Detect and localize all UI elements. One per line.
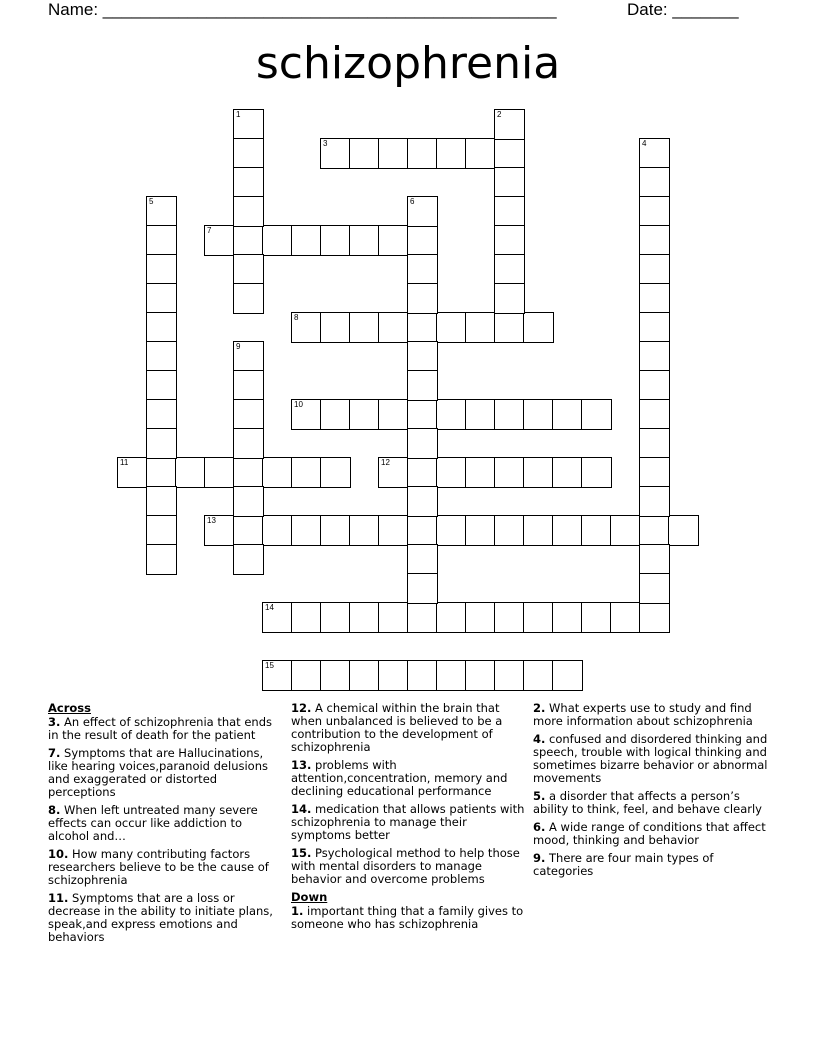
- clue-text: How many contributing factors researchers believe to be the cause of schizophrenia: [48, 847, 269, 887]
- grid-cell[interactable]: [320, 602, 351, 633]
- grid-cell[interactable]: [320, 225, 351, 256]
- grid-cell[interactable]: [233, 109, 264, 140]
- grid-cell[interactable]: [494, 515, 525, 546]
- clue-number-label: 13: [207, 516, 216, 525]
- grid-cell[interactable]: [407, 254, 438, 285]
- grid-cell[interactable]: [291, 602, 322, 633]
- grid-cell[interactable]: [494, 196, 525, 227]
- grid-cell[interactable]: [465, 312, 496, 343]
- grid-cell[interactable]: [436, 602, 467, 633]
- grid-cell[interactable]: [349, 138, 380, 169]
- grid-cell[interactable]: [523, 457, 554, 488]
- grid-cell[interactable]: [581, 515, 612, 546]
- clue-number: 2.: [533, 701, 546, 715]
- clue-number-label: 6: [410, 197, 415, 206]
- grid-cell[interactable]: [639, 138, 670, 169]
- grid-cell[interactable]: [610, 515, 641, 546]
- grid-cell[interactable]: [233, 428, 264, 459]
- grid-cell[interactable]: [233, 544, 264, 575]
- name-field-line: Name: ________________________________________________: [48, 0, 557, 19]
- grid-cell[interactable]: [552, 399, 583, 430]
- clue-number: 14.: [291, 802, 312, 816]
- grid-cell[interactable]: [494, 109, 525, 140]
- grid-cell[interactable]: [494, 399, 525, 430]
- grid-cell[interactable]: [639, 167, 670, 198]
- grid-cell[interactable]: [494, 167, 525, 198]
- grid-cell[interactable]: [407, 602, 438, 633]
- grid-cell[interactable]: [233, 457, 264, 488]
- grid-cell[interactable]: [233, 225, 264, 256]
- grid-cell[interactable]: [291, 399, 322, 430]
- puzzle-title: schizophrenia: [255, 38, 561, 89]
- grid-cell[interactable]: [494, 312, 525, 343]
- clue-across-14: [291, 803, 527, 842]
- grid-cell[interactable]: [639, 515, 670, 546]
- clue-text: medication that allows patients with schizophrenia to manage their symptoms better: [291, 802, 525, 842]
- grid-cell[interactable]: [262, 515, 293, 546]
- grid-cell[interactable]: [233, 167, 264, 198]
- clue-number: 8.: [48, 803, 61, 817]
- grid-cell[interactable]: [494, 283, 525, 314]
- grid-cell[interactable]: [146, 225, 177, 256]
- clue-number: 5.: [533, 789, 546, 803]
- clue-down-4: [533, 733, 769, 785]
- clue-text: confused and disordered thinking and speech, trouble with logical thinking and sometimes bizarre behavior or abnormal movements: [533, 732, 768, 785]
- grid-cell[interactable]: [291, 312, 322, 343]
- clue-text: important thing that a family gives to someone who has schizophrenia: [291, 904, 524, 931]
- grid-cell[interactable]: [262, 457, 293, 488]
- grid-cell[interactable]: [494, 602, 525, 633]
- clue-number: 13.: [291, 758, 312, 772]
- grid-cell[interactable]: [146, 544, 177, 575]
- grid-cell[interactable]: [639, 457, 670, 488]
- grid-cell[interactable]: [494, 225, 525, 256]
- clue-text: A wide range of conditions that affect mood, thinking and behavior: [533, 820, 766, 847]
- clue-across-10: [48, 848, 284, 887]
- grid-cell[interactable]: [639, 370, 670, 401]
- grid-cell[interactable]: [378, 225, 409, 256]
- grid-cell[interactable]: [233, 138, 264, 169]
- grid-cell[interactable]: [639, 283, 670, 314]
- grid-cell[interactable]: [146, 457, 177, 488]
- grid-cell[interactable]: [407, 138, 438, 169]
- clue-across-3: [48, 716, 284, 742]
- grid-cell[interactable]: [436, 660, 467, 691]
- clue-number: 15.: [291, 846, 312, 860]
- clue-number: 1.: [291, 904, 304, 918]
- grid-cell[interactable]: [407, 341, 438, 372]
- grid-cell[interactable]: [639, 399, 670, 430]
- grid-cell[interactable]: [581, 399, 612, 430]
- grid-cell[interactable]: [436, 312, 467, 343]
- clue-column-1: [48, 702, 284, 949]
- grid-cell[interactable]: [378, 312, 409, 343]
- grid-cell[interactable]: [581, 457, 612, 488]
- grid-cell[interactable]: [494, 457, 525, 488]
- grid-cell[interactable]: [291, 515, 322, 546]
- grid-cell[interactable]: [407, 573, 438, 604]
- grid-cell[interactable]: [494, 660, 525, 691]
- grid-cell[interactable]: [407, 457, 438, 488]
- grid-cell[interactable]: [233, 283, 264, 314]
- grid-cell[interactable]: [146, 254, 177, 285]
- grid-cell[interactable]: [494, 254, 525, 285]
- clue-across-8: [48, 804, 284, 843]
- grid-cell[interactable]: [407, 486, 438, 517]
- grid-cell[interactable]: [552, 602, 583, 633]
- grid-cell[interactable]: [320, 515, 351, 546]
- grid-cell[interactable]: [639, 573, 670, 604]
- grid-cell[interactable]: [175, 457, 206, 488]
- grid-cell[interactable]: [465, 399, 496, 430]
- grid-cell[interactable]: [610, 602, 641, 633]
- grid-cell[interactable]: [146, 370, 177, 401]
- grid-cell[interactable]: [639, 196, 670, 227]
- grid-cell[interactable]: [639, 225, 670, 256]
- down-heading: Down: [291, 890, 328, 904]
- clue-text: There are four main types of categories: [533, 851, 714, 878]
- clue-text: Psychological method to help those with mental disorders to manage behavior and overcome problems: [291, 846, 520, 886]
- grid-cell[interactable]: [262, 602, 293, 633]
- grid-cell[interactable]: [233, 486, 264, 517]
- grid-cell[interactable]: [407, 515, 438, 546]
- clue-across-7: [48, 747, 284, 799]
- grid-cell[interactable]: [523, 602, 554, 633]
- clue-text: problems with attention,concentration, memory and declining educational performance: [291, 758, 508, 798]
- clue-across-15: [291, 847, 527, 886]
- clue-number-label: 12: [381, 458, 390, 467]
- grid-cell[interactable]: [349, 312, 380, 343]
- grid-cell[interactable]: [378, 399, 409, 430]
- grid-cell[interactable]: [407, 283, 438, 314]
- grid-cell[interactable]: [523, 515, 554, 546]
- grid-cell[interactable]: [436, 399, 467, 430]
- grid-cell[interactable]: [117, 457, 148, 488]
- clue-number: 12.: [291, 701, 312, 715]
- grid-cell[interactable]: [639, 312, 670, 343]
- grid-cell[interactable]: [552, 660, 583, 691]
- clue-text: Symptoms that are Hallucinations, like hearing voices,paranoid delusions and exaggerated or distorted perceptions: [48, 746, 268, 799]
- grid-cell[interactable]: [436, 515, 467, 546]
- grid-cell[interactable]: [639, 428, 670, 459]
- grid-cell[interactable]: [233, 341, 264, 372]
- clue-across-13: [291, 759, 527, 798]
- grid-cell[interactable]: [320, 399, 351, 430]
- grid-cell[interactable]: [146, 196, 177, 227]
- grid-cell[interactable]: [146, 515, 177, 546]
- clue-number-label: 15: [265, 661, 274, 670]
- grid-cell[interactable]: [204, 515, 235, 546]
- grid-cell[interactable]: [378, 660, 409, 691]
- grid-cell[interactable]: [407, 428, 438, 459]
- clue-text: When left untreated many severe effects can occur like addiction to alcohol and…: [48, 803, 258, 843]
- grid-cell[interactable]: [349, 602, 380, 633]
- clue-column-3: [533, 702, 769, 883]
- across-heading: Across: [48, 701, 91, 715]
- grid-cell[interactable]: [291, 225, 322, 256]
- clue-number-label: 2: [497, 110, 502, 119]
- grid-cell[interactable]: [552, 515, 583, 546]
- clue-text: Symptoms that are a loss or decrease in the ability to initiate plans, speak,and express emotions and behaviors: [48, 891, 273, 944]
- grid-cell[interactable]: [146, 486, 177, 517]
- grid-cell[interactable]: [378, 138, 409, 169]
- clue-number-label: 10: [294, 400, 303, 409]
- grid-cell[interactable]: [407, 544, 438, 575]
- clue-text: An effect of schizophrenia that ends in the result of death for the patient: [48, 715, 273, 742]
- grid-cell[interactable]: [639, 341, 670, 372]
- grid-cell[interactable]: [233, 515, 264, 546]
- clue-text: a disorder that affects a person’s ability to think, feel, and behave clearly: [533, 789, 762, 816]
- grid-cell[interactable]: [233, 254, 264, 285]
- grid-cell[interactable]: [639, 254, 670, 285]
- grid-cell[interactable]: [262, 225, 293, 256]
- grid-cell[interactable]: [407, 660, 438, 691]
- grid-cell[interactable]: [436, 138, 467, 169]
- grid-cell[interactable]: [146, 399, 177, 430]
- grid-cell[interactable]: [204, 457, 235, 488]
- grid-cell[interactable]: [291, 660, 322, 691]
- grid-cell[interactable]: [349, 660, 380, 691]
- grid-cell[interactable]: [581, 602, 612, 633]
- clue-number-label: 9: [236, 342, 241, 351]
- grid-cell[interactable]: [349, 515, 380, 546]
- grid-cell[interactable]: [523, 399, 554, 430]
- grid-cell[interactable]: [320, 457, 351, 488]
- grid-cell[interactable]: [436, 457, 467, 488]
- grid-cell[interactable]: [146, 341, 177, 372]
- clue-down-6: [533, 821, 769, 847]
- grid-cell[interactable]: [668, 515, 699, 546]
- clue-column-2: [291, 702, 527, 936]
- clue-number-label: 14: [265, 603, 274, 612]
- clue-number: 6.: [533, 820, 546, 834]
- clue-number: 3.: [48, 715, 61, 729]
- clue-down-9: [533, 852, 769, 878]
- grid-cell[interactable]: [146, 428, 177, 459]
- grid-cell[interactable]: [407, 399, 438, 430]
- clue-number: 10.: [48, 847, 69, 861]
- grid-cell[interactable]: [233, 399, 264, 430]
- grid-cell[interactable]: [378, 515, 409, 546]
- grid-cell[interactable]: [465, 515, 496, 546]
- grid-cell[interactable]: [494, 138, 525, 169]
- grid-cell[interactable]: [407, 225, 438, 256]
- grid-cell[interactable]: [407, 312, 438, 343]
- grid-cell[interactable]: [233, 196, 264, 227]
- grid-cell[interactable]: [349, 225, 380, 256]
- clue-down-2: [533, 702, 769, 728]
- clue-number-label: 4: [642, 139, 647, 148]
- clue-number-label: 7: [207, 226, 212, 235]
- clue-text: A chemical within the brain that when unbalanced is believed to be a contribution to the development of schizophrenia: [291, 701, 503, 754]
- clue-down-1: [291, 905, 527, 931]
- grid-cell[interactable]: [552, 457, 583, 488]
- clue-number-label: 8: [294, 313, 299, 322]
- grid-cell[interactable]: [639, 544, 670, 575]
- grid-cell[interactable]: [523, 660, 554, 691]
- grid-cell[interactable]: [639, 602, 670, 633]
- clue-text: What experts use to study and find more information about schizophrenia: [533, 701, 753, 728]
- grid-cell[interactable]: [378, 602, 409, 633]
- clue-number: 11.: [48, 891, 69, 905]
- grid-cell[interactable]: [320, 660, 351, 691]
- grid-cell[interactable]: [465, 138, 496, 169]
- grid-cell[interactable]: [639, 486, 670, 517]
- grid-cell[interactable]: [349, 399, 380, 430]
- grid-cell[interactable]: [465, 602, 496, 633]
- clue-number-label: 3: [323, 139, 328, 148]
- grid-cell[interactable]: [407, 196, 438, 227]
- clue-number-label: 1: [236, 110, 241, 119]
- grid-cell[interactable]: [146, 283, 177, 314]
- clue-down-5: [533, 790, 769, 816]
- clue-number: 4.: [533, 732, 546, 746]
- clue-number-label: 5: [149, 197, 154, 206]
- grid-cell[interactable]: [146, 312, 177, 343]
- clue-number: 9.: [533, 851, 546, 865]
- grid-cell[interactable]: [523, 312, 554, 343]
- clue-number-label: 11: [120, 458, 129, 467]
- grid-cell[interactable]: [465, 457, 496, 488]
- clue-number: 7.: [48, 746, 61, 760]
- grid-cell[interactable]: [204, 225, 235, 256]
- clue-across-12: [291, 702, 527, 754]
- date-field-line: Date: _______: [627, 0, 739, 19]
- clue-across-11: [48, 892, 284, 944]
- grid-cell[interactable]: [233, 370, 264, 401]
- grid-cell[interactable]: [465, 660, 496, 691]
- grid-cell[interactable]: [320, 312, 351, 343]
- grid-cell[interactable]: [291, 457, 322, 488]
- grid-cell[interactable]: [378, 457, 409, 488]
- grid-cell[interactable]: [407, 370, 438, 401]
- grid-cell[interactable]: [320, 138, 351, 169]
- grid-cell[interactable]: [262, 660, 293, 691]
